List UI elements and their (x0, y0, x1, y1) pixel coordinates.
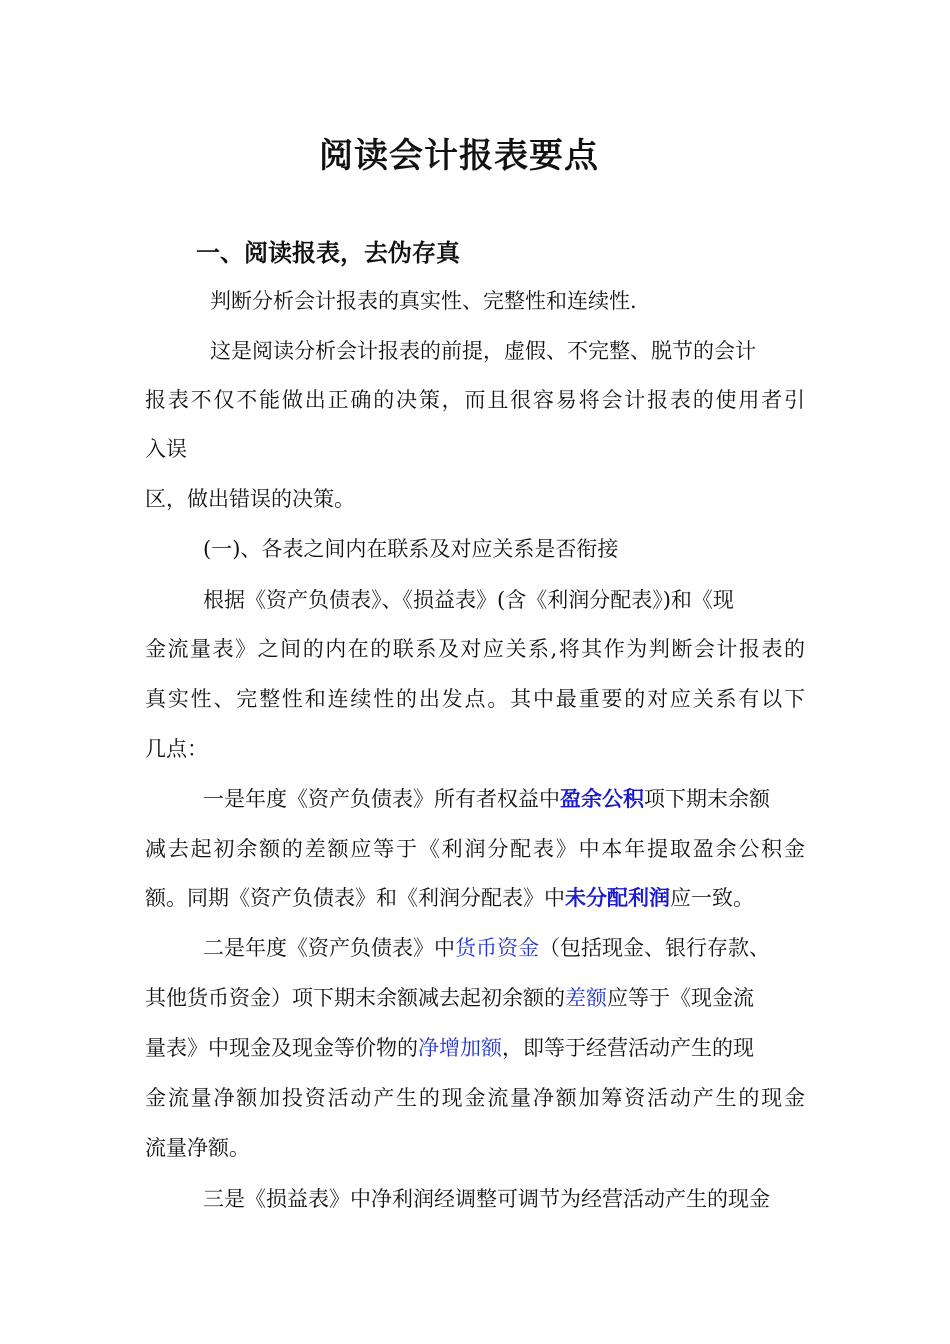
paragraph-line-17: 金流量净额加投资活动产生的现金流量净额加筹资活动产生的现金 (145, 1086, 805, 1110)
line-16-text-c: ，即等于经营活动产生的现 (502, 1036, 754, 1060)
paragraph-line-4: 入误 (145, 437, 187, 461)
paragraph-line-11 (203, 784, 770, 814)
line-16-text-a: 量表》中现金及现金等价物的 (145, 1036, 418, 1060)
paragraph-line-5: 区，做出错误的决策。 (145, 487, 355, 511)
highlight-undistributed-profit: 未分配利润 (565, 885, 670, 910)
paragraph-line-8: 金流量表》之间的内在的联系及对应关系,将其作为判断会计报表的 (145, 637, 805, 661)
paragraph-line-19: 三是《损益表》中净利润经调整可调节为经营活动产生的现金 (203, 1187, 770, 1211)
paragraph-line-1: 判断分析会计报表的真实性、完整性和连续性. (210, 289, 637, 313)
line-15-text-a: 其他货币资金）项下期末余额减去起初余额的 (145, 986, 565, 1010)
paragraph-line-15 (145, 983, 754, 1013)
line-11-text-a: 一是年度《资产负债表》所有者权益中 (203, 787, 560, 811)
paragraph-line-18: 流量净额。 (145, 1136, 250, 1160)
line-15-text-c: 应等于《现金流 (607, 986, 754, 1010)
subsection-heading-1: (一)、各表之间内在联系及对应关系是否衔接 (203, 537, 619, 561)
highlight-surplus-reserve: 盈余公积 (560, 786, 644, 811)
paragraph-line-10: 几点： (145, 737, 208, 761)
paragraph-line-7: 根据《资产负债表》、《损益表》(含《利润分配表》)和《现 (203, 588, 734, 612)
line-13-text-a: 额。同期《资产负债表》和《利润分配表》中 (145, 886, 565, 910)
paragraph-line-16 (145, 1033, 754, 1063)
paragraph-line-3: 报表不仅不能做出正确的决策，而且很容易将会计报表的使用者引 (145, 388, 805, 412)
section-heading-1: 一、阅读报表，去伪存真 (196, 239, 460, 267)
paragraph-line-9: 真实性、完整性和连续性的出发点。其中最重要的对应关系有以下 (145, 687, 805, 711)
line-11-text-c: 项下期末余额 (644, 787, 770, 811)
line-14-text-a: 二是年度《资产负债表》中 (203, 936, 455, 960)
paragraph-line-12: 减去起初余额的差额应等于《利润分配表》中本年提取盈余公积金 (145, 837, 805, 861)
highlight-net-increase: 净增加额 (418, 1036, 502, 1060)
page-title: 阅读会计报表要点 (319, 136, 599, 176)
highlight-difference: 差额 (565, 986, 607, 1010)
paragraph-line-14 (203, 933, 770, 963)
line-13-text-c: 应一致。 (670, 886, 754, 910)
highlight-monetary-funds: 货币资金 (455, 936, 539, 960)
line-14-text-c: （包括现金、银行存款、 (539, 936, 770, 960)
paragraph-line-2: 这是阅读分析会计报表的前提，虚假、不完整、脱节的会计 (210, 339, 756, 363)
paragraph-line-13 (145, 883, 754, 913)
